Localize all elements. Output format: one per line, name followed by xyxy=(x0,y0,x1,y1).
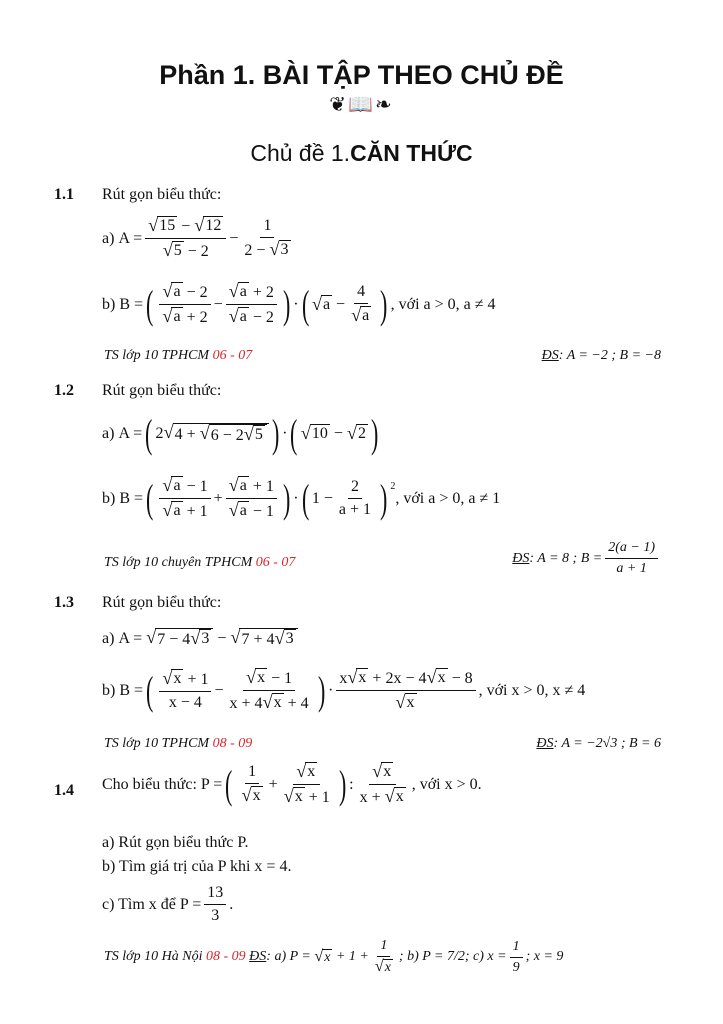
formula-1-3-a: a) A = √ 7 − 4 √ 3 − √ 7 + 4 √ 3 xyxy=(102,628,298,649)
ornament-book-icon: ❦📖❧ xyxy=(329,94,394,116)
condition: , với x > 0, x ≠ 4 xyxy=(478,681,586,699)
answer-label: ĐS xyxy=(249,949,267,965)
list-item: c) Tìm x để P = $\frac{13}{3}$ . xyxy=(102,884,234,924)
problem-number: 1.1 xyxy=(54,186,74,203)
condition: , với a > 0, a ≠ 4 xyxy=(390,295,496,313)
page-title: Phần 1. BÀI TẬP THEO CHỦ ĐỀ xyxy=(159,60,564,90)
formula-1-1-b: b) B = ( √ a − 2 √ a + 2 − √ a + 2 √ a − 2 ) · ( √ a − 4 √ a ) , với a > 0, a ≠ 4 xyxy=(102,281,496,327)
fraction: 1 2 − √ 3 xyxy=(244,217,289,259)
formula-1-1-a: a) A = √ 15 − √ 12 √ 5 − 2 − 1 2 − √ 3 xyxy=(102,216,297,261)
problem-source: TS lớp 10 TPHCM 06 - 07 xyxy=(104,348,253,363)
answer: ĐS : A = 8 ; B = $\frac{2(a - 1)}{a + 1}$ xyxy=(512,540,661,577)
condition: , với a > 0, a ≠ 1 xyxy=(395,489,501,507)
formula-1-2-a: a) A = ( 2 √ 4 + √ 6 − 2 √ 5 ) · ( √ 10 − √ 2 ) xyxy=(102,411,379,456)
problem-number: 1.4 xyxy=(54,782,74,799)
problem-source: TS lớp 10 TPHCM 08 - 09 xyxy=(104,736,253,751)
problem-prompt: Rút gọn biểu thức: xyxy=(102,382,222,399)
exam-year: 06 - 07 xyxy=(255,555,296,570)
list-item: a) Rút gọn biểu thức P. xyxy=(102,834,249,851)
problem-prompt: Rút gọn biểu thức: xyxy=(102,186,222,203)
answer: ĐS: A = −2√3 ; B = 6 xyxy=(536,736,661,751)
fraction: √ 15 − √ 12 √ 5 − 2 xyxy=(145,216,226,261)
problem-number: 1.3 xyxy=(54,594,74,611)
formula-1-4: Cho biểu thức: P = ( 1 √ x + √ x √ x + 1 ) : √ x x + √ x , với x > 0. xyxy=(102,761,482,807)
exam-year: 08 - 09 xyxy=(206,949,246,965)
answer: ĐS: A = −2 ; B = −8 xyxy=(541,348,661,363)
problem-source: TS lớp 10 Hà Nội 08 - 09 ĐS : a) P = √ x + 1 + 1 √ x ; b) P = 7/2; c) x = $\frac{1}{9}$ ; x = 9 xyxy=(104,938,564,975)
problem-source: TS lớp 10 chuyên TPHCM 06 - 07 xyxy=(104,555,296,570)
exam-year: 06 - 07 xyxy=(212,348,253,363)
formula-1-3-b: b) B = ( √ x + 1 x − 4 − √ x − 1 x + 4 √ x + 4 ) · x √ x + 2x − 4 √ x − 8 √ x , với x > 0, x ≠ 4 xyxy=(102,667,586,713)
exam-year: 08 - 09 xyxy=(212,736,253,751)
condition: , với x > 0. xyxy=(411,775,482,793)
problem-number: 1.2 xyxy=(54,382,74,399)
topic-name: CĂN THỨC xyxy=(350,140,473,166)
problem-prompt: Rút gọn biểu thức: xyxy=(102,594,222,611)
topic-heading xyxy=(0,140,723,167)
formula-1-2-b: b) B = ( √ a − 1 √ a + 1 + √ a + 1 √ a − 1 ) · ( 1 − $\frac{2}{a + 1}$ ) 2 , với a > 0, a ≠ 1 xyxy=(102,475,501,521)
list-item: b) Tìm giá trị của P khi x = 4. xyxy=(102,858,292,875)
topic-prefix: Chủ đề 1. xyxy=(250,140,351,166)
